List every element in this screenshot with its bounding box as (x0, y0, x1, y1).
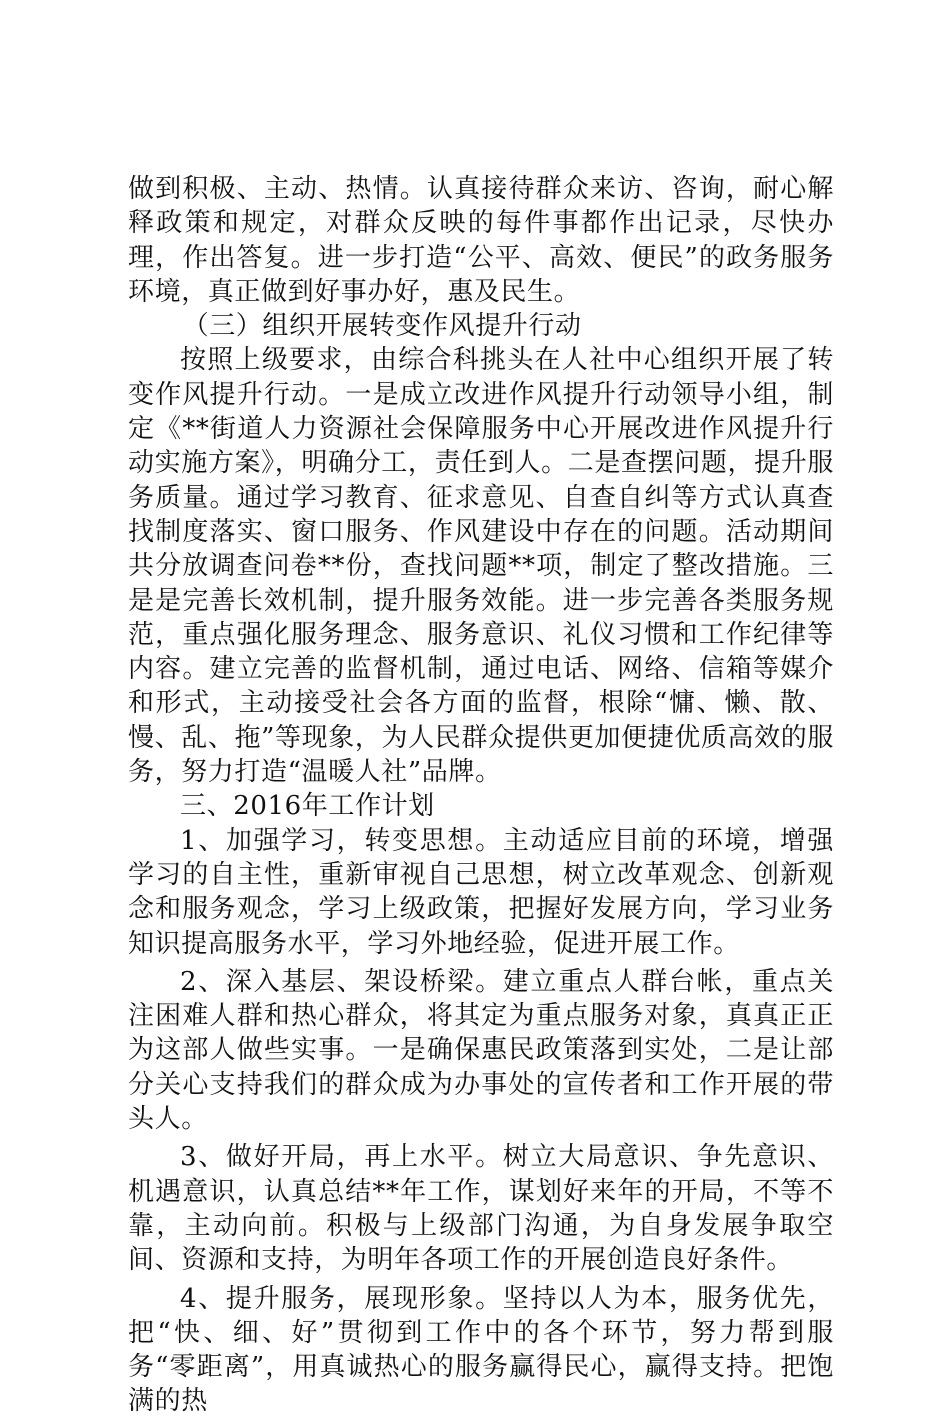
paragraph-style-improvement: 按照上级要求，由综合科挑头在人社中心组织开展了转变作风提升行动。一是成立改进作风提升行动领导小组，制定《**街道人力资源社会保障服务中心开展改进作风提升行动实施方案》，明确分工，责任到人。二是查摆问题，提升服务质量。通过学习教育、征求意见、自查自纠等方式认真查找制度落实、窗口服务、作风建设中存在的问题。活动期间共分放调查问卷**份，查找问题**项，制定了整改措施。三是是完善长效机制，提升服务效能。进一步完善各类服务规范，重点强化服务理念、服务意识、礼仪习惯和工作纪律等内容。建立完善的监督机制，通过电话、网络、信箱等媒介和形式，主动接受社会各方面的监督，根除“慵、懒、散、慢、乱、拖”等现象，为人民群众提供更加便捷优质高效的服务，努力打造“温暖人社”品牌。 (128, 345, 834, 788)
document-body (128, 172, 834, 1419)
section-heading-work-plan: 三、2016年工作计划 (180, 791, 435, 822)
plan-item-2: 2、深入基层、架设桥梁。建立重点人群台帐，重点关注困难人群和热心群众，将其定为重点服务对象，真真正正为这部人做些实事。一是确保惠民政策落到实处，二是让部分关心支持我们的群众成为办事处的宣传者和工作开展的带头人。 (128, 966, 834, 1135)
plan-item-4: 4、提升服务，展现形象。坚持以人为本，服务优先，把“快、细、好”贯彻到工作中的各个环节，努力帮到服务“零距离”，用真诚热心的服务赢得民心，赢得支持。把饱满的热 (128, 1283, 834, 1417)
plan-item-3: 3、做好开局，再上水平。树立大局意识、争先意识、机遇意识，认真总结**年工作，谋划好来年的开局，不等不靠，主动向前。积极与上级部门沟通，为自身发展争取空间、资源和支持，为明年各项工作的开展创造良好条件。 (128, 1142, 834, 1276)
section-heading-3: （三）组织开展转变作风提升行动 (182, 311, 582, 342)
paragraph-continuation: 做到积极、主动、热情。认真接待群众来访、咨询，耐心解释政策和规定，对群众反映的每件事都作出记录，尽快办理，作出答复。进一步打造“公平、高效、便民”的政务服务环境，真正做到好事办好，惠及民生。 (128, 174, 834, 307)
plan-item-1: 1、加强学习，转变思想。主动适应目前的环境，增强学习的自主性，重新审视自己思想，树立改革观念、创新观念和服务观念，学习上级政策，把握好发展方向，学习业务知识提高服务水平，学习外地经验，促进开展工作。 (128, 825, 834, 959)
